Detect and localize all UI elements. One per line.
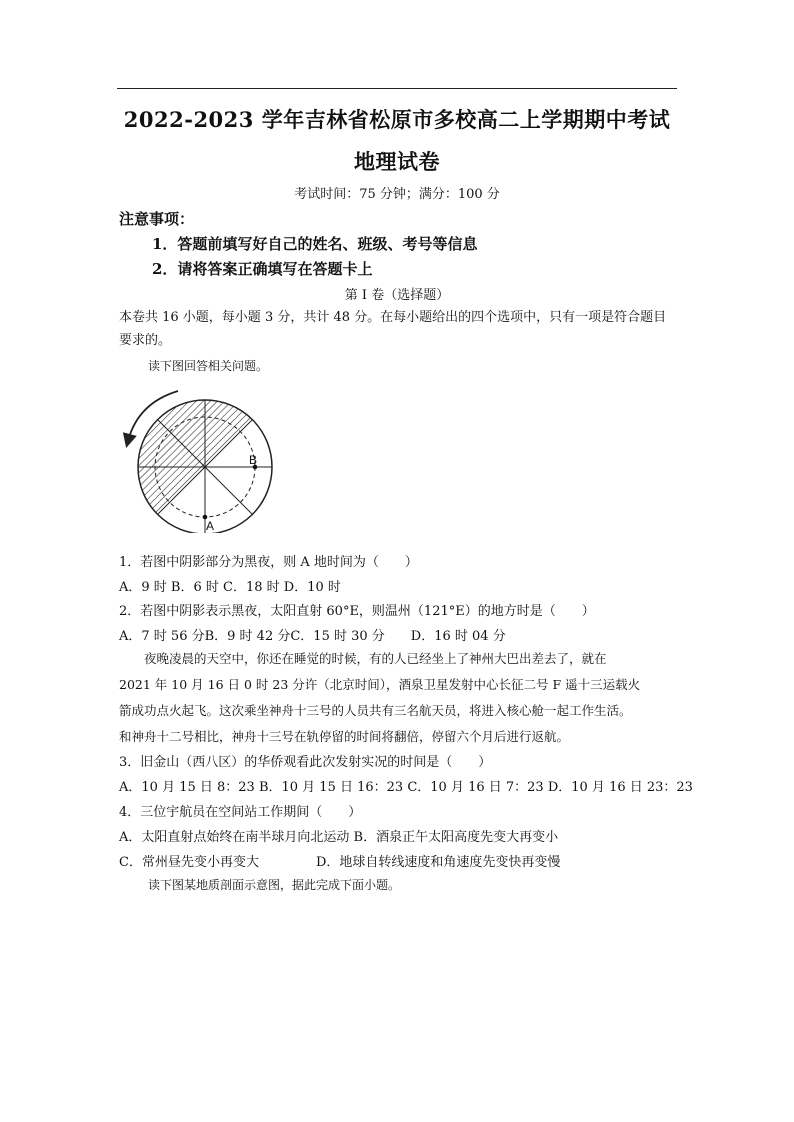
passage-line: 2021 年 10 月 16 日 0 时 23 分许（北京时间），酒泉卫星发射中心长征二号 F 遥十三运载火: [119, 677, 641, 692]
section-intro: 本卷共 16 小题，每小题 3 分，共计 48 分。在每小题给出的四个选项中，只有一项是符合题目要求的。: [119, 310, 667, 348]
question-2-stem: 2．若图中阴影表示黑夜，太阳直射 60°E，则温州（121°E）的地方时是（ ）: [119, 604, 595, 619]
question-1-options: A．9 时 B．6 时 C．18 时 D．10 时: [119, 580, 341, 595]
question-4-stem: 4．三位宇航员在空间站工作期间（ ）: [119, 805, 362, 820]
question-4-option-d: D．地球自转线速度和角速度先变快再变慢: [316, 855, 561, 870]
question-2-options: A．7 时 56 分B．9 时 42 分C．15 时 30 分 D．16 时 04 分: [119, 629, 506, 644]
earth-illumination-figure: [120, 385, 280, 533]
read-prompt: 读下图某地质剖面示意图，据此完成下面小题。: [148, 878, 401, 892]
reading-passage: [119, 646, 679, 750]
read-prompt: 读下图回答相关问题。: [148, 359, 269, 373]
top-rule: [117, 88, 677, 89]
label-b: B: [249, 453, 258, 467]
label-a: A: [206, 519, 215, 533]
notice-item: 1．答题前填写好自己的姓名、班级、考号等信息: [152, 235, 478, 253]
question-1-stem: 1．若图中阴影部分为黑夜，则 A 地时间为（ ）: [119, 555, 418, 570]
passage-line: 箭成功点火起飞。这次乘坐神舟十三号的人员共有三名航天员，将进入核心舱一起工作生活。: [119, 703, 632, 718]
passage-line: 和神舟十二号相比，神舟十三号在轨停留的时间将翻倍，停留六个月后进行返航。: [119, 729, 570, 744]
question-4-option-c: C．常州昼先变小再变大: [119, 855, 259, 870]
notice-item: 2．请将答案正确填写在答题卡上: [152, 260, 373, 278]
exam-meta: 考试时间：75 分钟；满分：100 分: [294, 187, 500, 202]
exam-subtitle: 地理试卷: [354, 149, 440, 174]
notice-title: 注意事项：: [119, 210, 195, 228]
section-title: 第 I 卷（选择题）: [344, 288, 450, 303]
passage-line: 夜晚凌晨的天空中，你还在睡觉的时候，有的人已经坐上了神州大巴出差去了，就在: [144, 651, 607, 666]
exam-title: 2022-2023 学年吉林省松原市多校高二上学期期中考试: [123, 107, 671, 132]
question-3-stem: 3．旧金山（西八区）的华侨观看此次发射实况的时间是（ ）: [119, 755, 492, 770]
question-3-options: A．10 月 15 日 8：23 B．10 月 15 日 16：23 C．10 月 16 日 7：23 D．10 月 16 日 23：23: [119, 780, 693, 795]
question-4-option-ab: A．太阳直射点始终在南半球月向北运动 B．酒泉正午太阳高度先变大再变小: [119, 830, 559, 845]
